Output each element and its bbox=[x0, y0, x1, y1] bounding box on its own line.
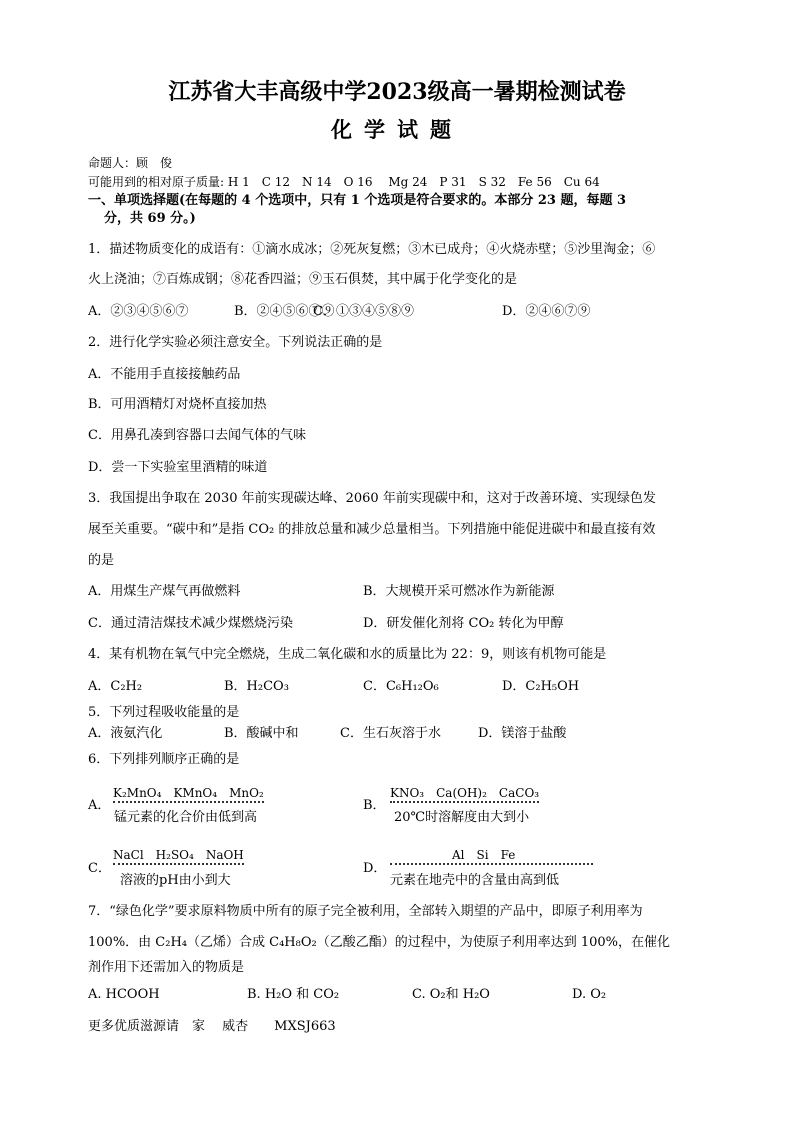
q6-option-a-label: A． bbox=[88, 798, 111, 813]
q7-option-c: C. O₂和 H₂O bbox=[412, 987, 490, 1002]
q2-option-c: C．用鼻孔凑到容器口去闻气体的气味 bbox=[88, 428, 306, 443]
q2-option-a: A．不能用手直接接触药品 bbox=[88, 367, 241, 382]
atomic-masses: 可能用到的相对原子质量: H 1 C 12 N 14 O 16 Mg 24 P 31 S 32 Fe 56 Cu 64 bbox=[88, 175, 600, 189]
q6-option-d-caption: 元素在地壳中的含量由高到低 bbox=[390, 873, 560, 888]
section-heading: 一、单项选择题(在每题的 4 个选项中，只有 1 个选项是符合要求的。本部分 23 题，每题 3 bbox=[88, 193, 627, 208]
q7-stem-cont: 100%．由 C₂H₄（乙烯）合成 C₄H₈O₂（乙酸乙酯）的过程中，为使原子利用率达到 100%，在催化 bbox=[88, 935, 671, 950]
section-heading-cont: 分，共 69 分。) bbox=[104, 211, 196, 226]
q6-option-c-formula: NaCl H₂SO₄ NaOH bbox=[113, 848, 244, 865]
q2-option-d: D．尝一下实验室里酒精的味道 bbox=[88, 460, 268, 475]
q1-option-b: B．②④⑤⑥⑦⑨ bbox=[234, 304, 335, 319]
q3-stem-end: 的是 bbox=[88, 553, 115, 568]
q5-stem: 5．下列过程吸收能量的是 bbox=[88, 705, 240, 720]
q5-option-a: A．液氨汽化 bbox=[88, 726, 163, 741]
q7-option-d: D. O₂ bbox=[572, 987, 607, 1002]
q3-option-b: B．大规模开采可燃冰作为新能源 bbox=[363, 584, 555, 599]
exam-subtitle: 化学试题 bbox=[331, 117, 463, 142]
q3-option-c: C．通过清洁煤技术减少煤燃烧污染 bbox=[88, 616, 293, 631]
q5-option-c: C．生石灰溶于水 bbox=[340, 726, 441, 741]
q6-option-b-caption: 20℃时溶解度由大到小 bbox=[394, 810, 530, 825]
q1-option-a: A．②③④⑤⑥⑦ bbox=[88, 304, 189, 319]
q6-option-a-caption: 锰元素的化合价由低到高 bbox=[114, 810, 258, 825]
q4-option-d: D．C₂H₅OH bbox=[502, 679, 580, 694]
q3-option-d: D．研发催化剂将 CO₂ 转化为甲醇 bbox=[363, 616, 564, 631]
q6-option-c-label: C． bbox=[88, 861, 111, 876]
q6-option-d-formula: Al Si Fe bbox=[390, 848, 593, 865]
author: 命题人：顾 俊 bbox=[88, 156, 173, 170]
exam-title: 江苏省大丰高级中学2023级高一暑期检测试卷 bbox=[168, 79, 626, 105]
q2-option-b: B．可用酒精灯对烧杯直接加热 bbox=[88, 397, 267, 412]
q3-stem: 3．我国提出争取在 2030 年前实现碳达峰、2060 年前实现碳中和，这对于改善环境、实现绿色发 bbox=[88, 491, 656, 506]
q6-option-d-label: D． bbox=[363, 861, 387, 876]
q6-option-a-formula: K₂MnO₄ KMnO₄ MnO₂ bbox=[113, 786, 264, 803]
q3-option-a: A．用煤生产煤气再做燃料 bbox=[88, 584, 241, 599]
q7-option-b: B. H₂O 和 CO₂ bbox=[247, 987, 340, 1002]
q4-option-a: A．C₂H₂ bbox=[88, 679, 143, 694]
q7-stem: 7．“绿色化学”要求原料物质中所有的原子完全被利用，全部转入期望的产品中，即原子利用率为 bbox=[88, 904, 643, 919]
q7-stem-end: 剂作用下还需加入的物质是 bbox=[88, 960, 245, 975]
q5-option-b: B．酸碱中和 bbox=[224, 726, 299, 741]
q1-stem: 1．描述物质变化的成语有：①滴水成冰；②死灰复燃；③木已成舟；④火烧赤壁；⑤沙里淘金；⑥ bbox=[88, 242, 656, 257]
q6-option-b-formula: KNO₃ Ca(OH)₂ CaCO₃ bbox=[390, 786, 539, 803]
q2-stem: 2．进行化学实验必须注意安全。下列说法正确的是 bbox=[88, 335, 383, 350]
q4-option-c: C．C₆H₁₂O₆ bbox=[363, 679, 439, 694]
q6-option-c-caption: 溶液的pH由小到大 bbox=[120, 873, 231, 888]
footer-note: 更多优质滋源请 家 威杏 MXSJ663 bbox=[88, 1019, 336, 1034]
q1-option-c: C．①③④⑤⑧⑨ bbox=[313, 304, 414, 319]
q3-stem-cont: 展至关重要。“碳中和”是指 CO₂ 的排放总量和减少总量相当。下列措施中能促进碳中和最直接有效 bbox=[88, 522, 656, 537]
q5-option-d: D．镁溶于盐酸 bbox=[478, 726, 567, 741]
q4-stem: 4．某有机物在氧气中完全燃烧，生成二氧化碳和水的质量比为 22：9，则该有机物可能是 bbox=[88, 647, 607, 662]
q7-option-a: A. HCOOH bbox=[88, 987, 160, 1002]
q6-stem: 6．下列排列顺序正确的是 bbox=[88, 752, 240, 767]
q1-option-d: D．②④⑥⑦⑨ bbox=[502, 304, 591, 319]
q1-stem-cont: 火上浇油；⑦百炼成钢；⑧花香四溢；⑨玉石俱焚，其中属于化学变化的是 bbox=[88, 272, 518, 287]
q4-option-b: B．H₂CO₃ bbox=[224, 679, 289, 694]
q6-option-b-label: B． bbox=[363, 798, 386, 813]
